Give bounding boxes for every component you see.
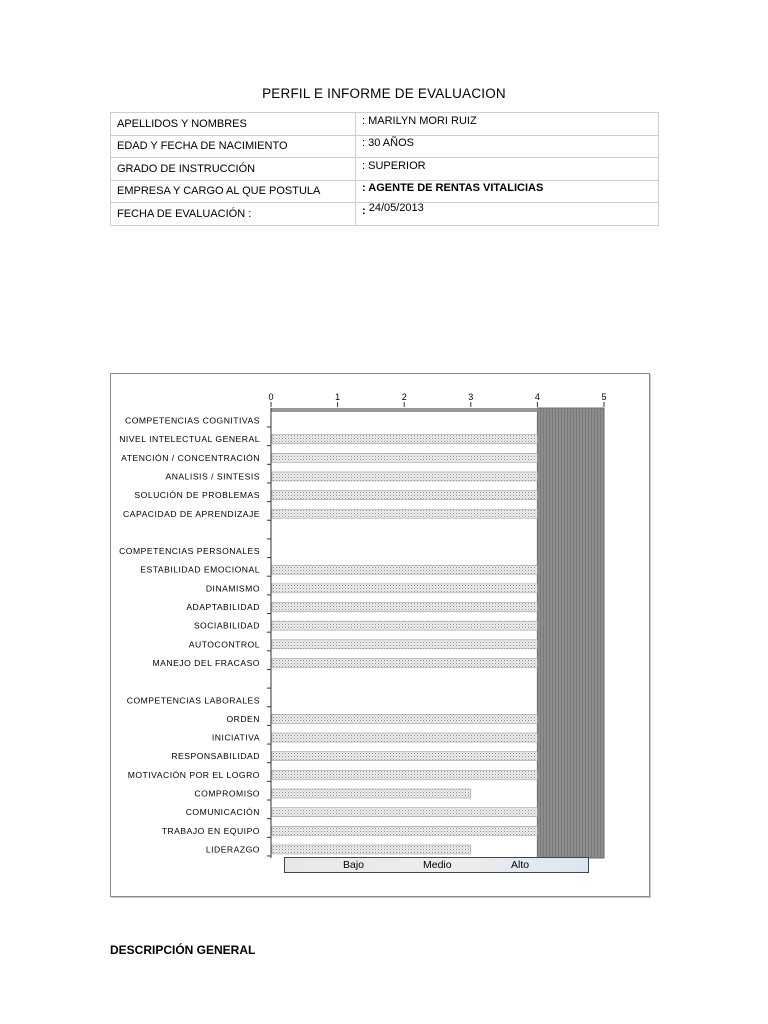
bar	[272, 603, 537, 612]
bar	[272, 491, 537, 500]
category-label: MANEJO DEL FRACASO	[152, 657, 260, 668]
bar	[272, 770, 537, 779]
category-label: SOCIABILIDAD	[193, 620, 260, 631]
category-header: COMPETENCIAS LABORALES	[126, 695, 260, 706]
tick-label: 1	[335, 392, 341, 402]
category-label: ESTABILIDAD EMOCIONAL	[140, 564, 260, 575]
bar	[272, 621, 537, 630]
category-label: TRABAJO EN EQUIPO	[161, 825, 260, 836]
category-label: COMUNICACIÓN	[185, 807, 260, 818]
bar	[272, 789, 471, 798]
tick-label: 0	[268, 392, 274, 402]
bar	[272, 714, 537, 723]
bar	[272, 658, 537, 667]
legend-bajo: Bajo	[343, 859, 365, 871]
info-value: : 30 AÑOS	[356, 135, 659, 158]
category-label: RESPONSABILIDAD	[171, 751, 260, 762]
section-heading-descripcion: DESCRIPCIÓN GENERAL	[110, 943, 256, 957]
bar	[272, 808, 537, 817]
category-label: CAPACIDAD DE APRENDIZAJE	[123, 508, 260, 519]
page-title: PERFIL E INFORME DE EVALUACION	[262, 86, 506, 101]
category-label: MOTIVACIÓN POR EL LOGRO	[127, 769, 260, 780]
bar	[272, 826, 537, 835]
chart-legend	[284, 857, 589, 873]
category-label: SOLUCIÓN DE PROBLEMAS	[134, 490, 260, 501]
category-label: ANALISIS / SINTESIS	[165, 471, 260, 482]
bar	[272, 565, 537, 574]
info-label: GRADO DE INSTRUCCIÓN	[111, 158, 356, 181]
info-value: : MARILYN MORI RUIZ	[356, 113, 659, 136]
category-label: INICIATIVA	[211, 732, 260, 743]
category-header: COMPETENCIAS PERSONALES	[119, 546, 260, 557]
category-label: NIVEL INTELECTUAL GENERAL	[119, 434, 260, 445]
band-alto	[537, 408, 604, 858]
category-label: AUTOCONTROL	[188, 639, 260, 650]
category-label: ORDEN	[226, 713, 260, 724]
bar	[272, 435, 537, 444]
tick-label: 5	[601, 392, 607, 402]
tick-label: 2	[401, 392, 407, 402]
bar	[272, 472, 537, 481]
category-label: LIDERAZGO	[205, 844, 260, 855]
bar	[272, 509, 537, 518]
legend-alto: Alto	[511, 859, 530, 871]
bar	[272, 733, 537, 742]
category-header: COMPETENCIAS COGNITIVAS	[124, 415, 260, 426]
bar	[272, 752, 537, 761]
category-label: COMPROMISO	[194, 788, 260, 799]
info-label: FECHA DE EVALUACIÓN :	[111, 203, 356, 226]
info-label: APELLIDOS Y NOMBRES	[111, 113, 356, 136]
bar	[272, 640, 537, 649]
bar	[272, 845, 471, 854]
info-value: : 24/05/2013	[356, 203, 659, 226]
tick-label: 4	[534, 392, 540, 402]
category-label: DINAMISMO	[205, 583, 260, 594]
info-label: EMPRESA Y CARGO AL QUE POSTULA	[111, 180, 356, 203]
tick-label: 3	[468, 392, 474, 402]
info-label: EDAD Y FECHA DE NACIMIENTO	[111, 135, 356, 158]
info-value: : SUPERIOR	[356, 158, 659, 181]
legend-medio: Medio	[423, 859, 452, 871]
bar	[272, 453, 537, 462]
category-label: ADAPTABILIDAD	[186, 602, 260, 612]
category-label: ATENCIÓN / CONCENTRACIÓN	[121, 452, 260, 463]
bar	[272, 584, 537, 593]
top-strip	[271, 408, 537, 412]
info-value: : AGENTE DE RENTAS VITALICIAS	[356, 180, 659, 203]
